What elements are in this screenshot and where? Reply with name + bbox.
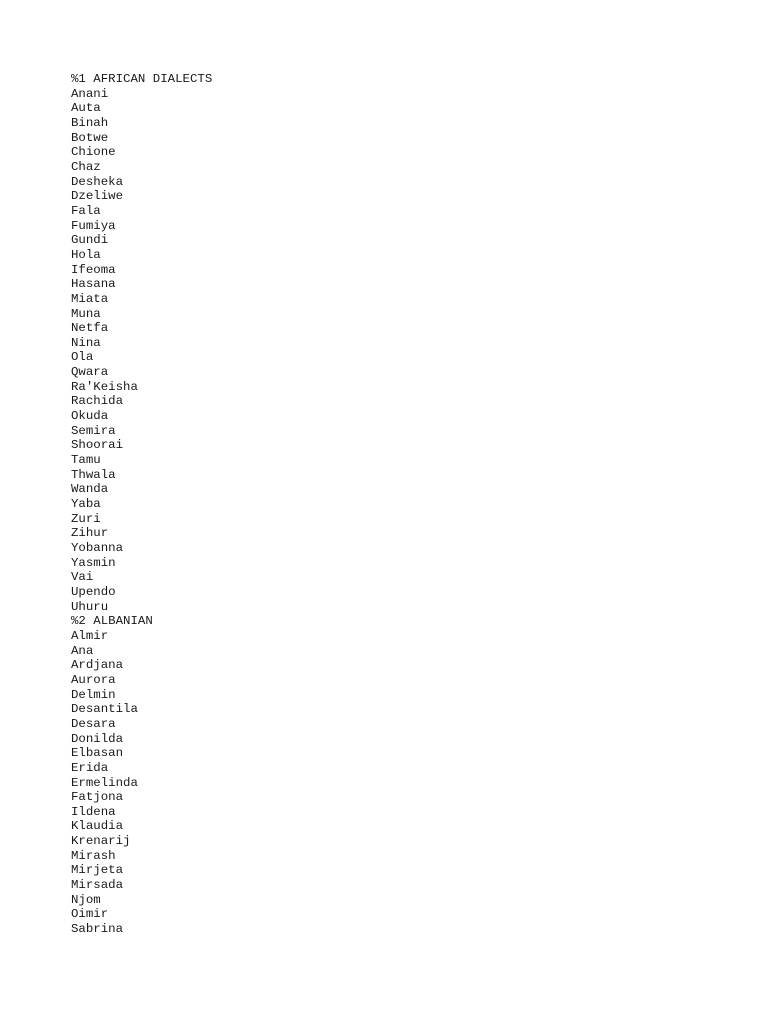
name-entry: Desheka xyxy=(71,174,124,189)
name-entry: Elbasan xyxy=(71,746,124,761)
name-entry: Fatjona xyxy=(71,790,124,805)
name-entry: Yasmin xyxy=(71,555,116,570)
name-entry: Okuda xyxy=(71,409,109,424)
name-entry: Netfa xyxy=(71,321,109,336)
name-entry: Sabrina xyxy=(71,922,124,937)
name-entry: Almir xyxy=(71,628,109,643)
name-entry: Zuri xyxy=(71,511,101,526)
name-entry: Gundi xyxy=(71,233,109,248)
name-entry: Auta xyxy=(71,101,101,116)
name-entry: Delmin xyxy=(71,687,116,702)
section-heading: %2 ALBANIAN xyxy=(71,614,153,629)
name-entry: Nina xyxy=(71,335,101,350)
name-entry: Binah xyxy=(71,115,109,130)
name-entry: Fala xyxy=(71,203,101,218)
section-heading: %1 AFRICAN DIALECTS xyxy=(71,72,213,86)
name-entry: Upendo xyxy=(71,584,116,599)
name-entry: Fumiya xyxy=(71,218,116,233)
name-entry: Mirash xyxy=(71,848,116,863)
name-entry: Thwala xyxy=(71,467,116,482)
name-entry: Ana xyxy=(71,643,94,658)
name-list xyxy=(71,72,212,937)
name-entry: Chione xyxy=(71,145,116,160)
name-entry: Njom xyxy=(71,892,101,907)
name-entry: Uhuru xyxy=(71,599,109,614)
name-entry: Botwe xyxy=(71,130,109,145)
name-entry: Aurora xyxy=(71,672,116,687)
name-entry: Muna xyxy=(71,306,101,321)
name-entry: Erida xyxy=(71,760,109,775)
name-entry: Qwara xyxy=(71,365,109,380)
name-entry: Donilda xyxy=(71,731,124,746)
name-entry: Zihur xyxy=(71,526,109,541)
name-entry: Semira xyxy=(71,423,116,438)
name-entry: Desantila xyxy=(71,702,138,717)
name-entry: Dzeliwe xyxy=(71,189,124,204)
name-entry: Rachida xyxy=(71,394,124,409)
name-entry: Vai xyxy=(71,570,94,585)
name-entry: Ola xyxy=(71,350,94,365)
name-entry: Oimir xyxy=(71,907,109,922)
name-entry: Ifeoma xyxy=(71,262,116,277)
name-entry: Anani xyxy=(71,86,109,101)
name-entry: Mirjeta xyxy=(71,863,124,878)
name-entry: Ermelinda xyxy=(71,775,138,790)
name-entry: Yobanna xyxy=(71,541,124,555)
name-entry: Tamu xyxy=(71,453,101,468)
name-entry: Ildena xyxy=(71,804,116,819)
name-entry: Hola xyxy=(71,247,101,262)
name-entry: Hasana xyxy=(71,277,116,292)
name-entry: Shoorai xyxy=(71,438,124,453)
name-entry: Mirsada xyxy=(71,878,124,893)
name-entry: Krenarij xyxy=(71,834,131,849)
name-entry: Miata xyxy=(71,291,109,306)
name-entry: Wanda xyxy=(71,482,109,497)
name-entry: Klaudia xyxy=(71,819,124,834)
name-entry: Ra'Keisha xyxy=(71,379,138,394)
name-entry: Yaba xyxy=(71,497,101,512)
name-entry: Chaz xyxy=(71,159,101,174)
name-entry: Ardjana xyxy=(71,658,124,673)
name-entry: Desara xyxy=(71,716,116,731)
